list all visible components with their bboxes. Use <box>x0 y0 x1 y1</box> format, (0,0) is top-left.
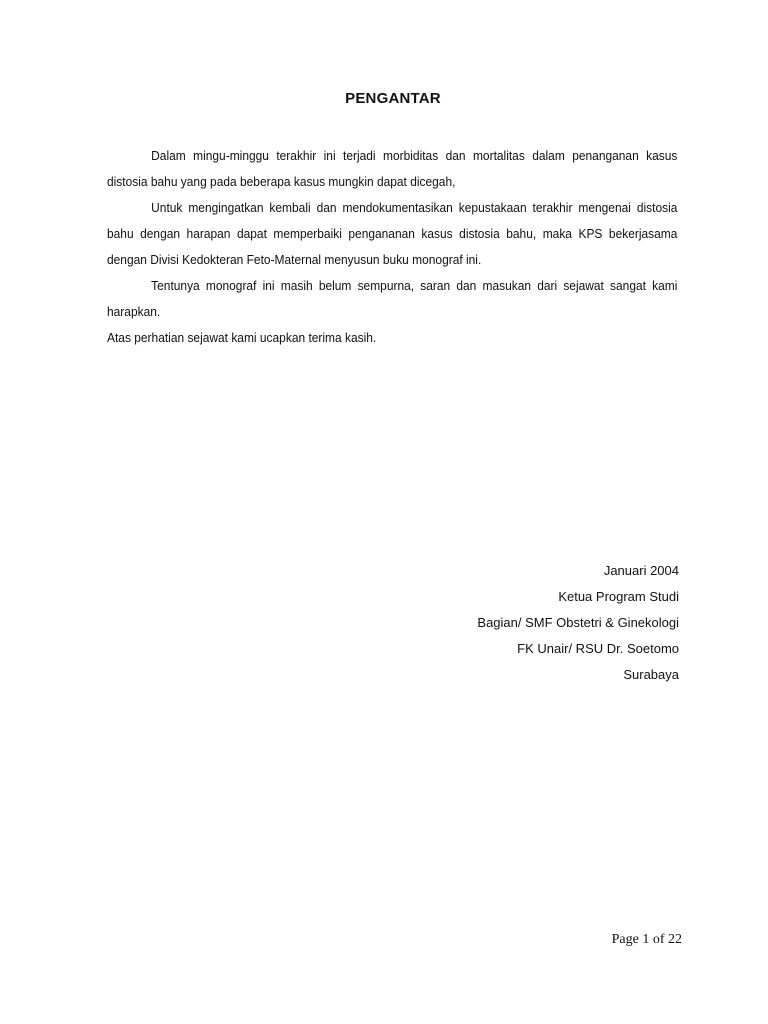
paragraph-1: Dalam mingu-minggu terakhir ini terjadi morbiditas dan mortalitas dalam penanganan kasus distosia bahu yang pada beberapa kasus mungkin dapat dicegah, <box>107 148 678 189</box>
signature-date: Januari 2004 <box>603 563 679 578</box>
signature-institution: FK Unair/ RSU Dr. Soetomo <box>517 641 679 656</box>
signature-department: Bagian/ SMF Obstetri & Ginekologi <box>477 615 679 630</box>
paragraph-3: Tentunya monograf ini masih belum sempurna, saran dan masukan dari sejawat sangat kami harapkan. <box>107 278 678 319</box>
paragraph-2: Untuk mengingatkan kembali dan mendokumentasikan kepustakaan terakhir mengenai distosia bahu dengan harapan dapat memperbaiki pengananan kasus distosia bahu, maka KPS bekerjasama dengan Divisi Kedokteran Feto-Maternal menyusun buku monograf ini. <box>107 200 678 267</box>
signature-block <box>477 558 679 688</box>
body-text <box>107 143 677 351</box>
paragraph-4: Atas perhatian sejawat kami ucapkan terima kasih. <box>107 330 377 345</box>
page-title: PENGANTAR <box>345 90 441 107</box>
page-number: Page 1 of 22 <box>611 932 682 947</box>
signature-position: Ketua Program Studi <box>558 589 679 604</box>
signature-city: Surabaya <box>623 667 679 682</box>
